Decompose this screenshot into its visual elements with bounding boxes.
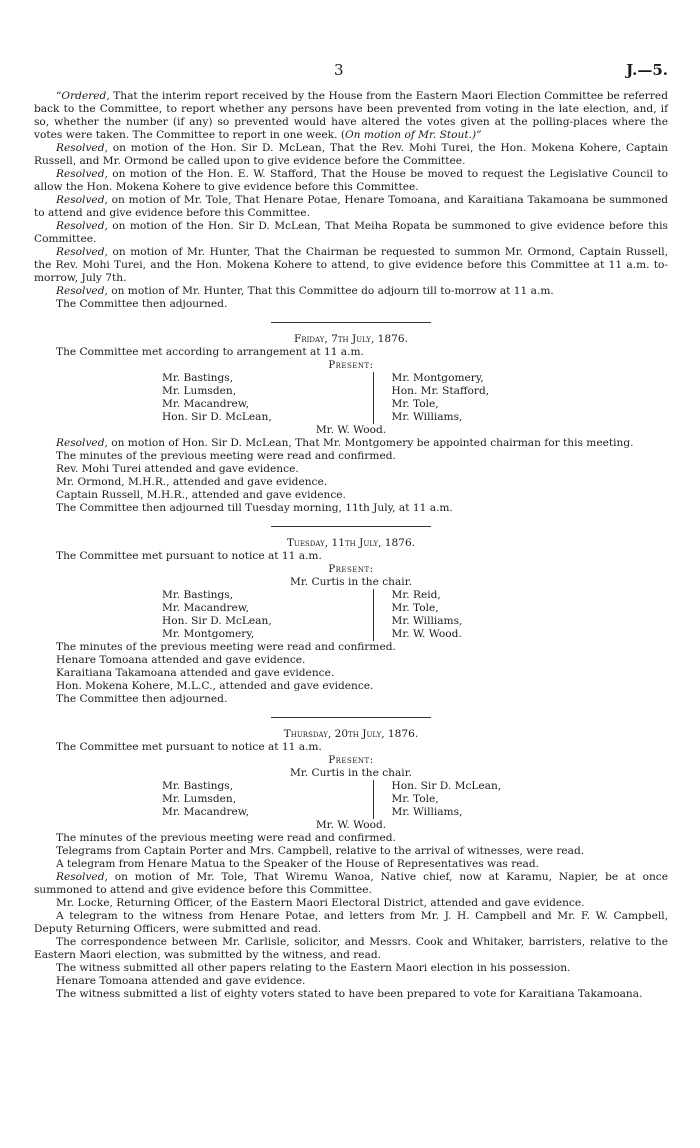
members-left-column bbox=[162, 372, 373, 424]
resolution-paragraph bbox=[34, 285, 668, 298]
ordered-text: That the interim report received by the House from the Eastern Maori Election Committee be referred back to the Committee, to report whether any persons have been prevented from voting in the late election, and, if so, whether the number (if any) so prevented would have altered the votes given at the polling-places where the votes were taken. The Committee to report in one week. ( bbox=[34, 90, 668, 141]
member-name: Mr. Tole, bbox=[391, 793, 439, 805]
resolved-word: Resolved, bbox=[56, 437, 108, 449]
resolution-text: on motion of Mr. Tole, That Henare Potae, Henare Tomoana, and Karaitiana Takamoana be summoned to attend and give evidence before this Committee. bbox=[34, 194, 668, 219]
section-divider bbox=[271, 526, 431, 527]
member-name: Mr. Reid, bbox=[391, 589, 441, 601]
minute-item: The minutes of the previous meeting were read and confirmed. bbox=[56, 450, 396, 462]
resolution-text: on motion of Mr. Hunter, That this Committee do adjourn till to-morrow at 11 a.m. bbox=[107, 285, 554, 297]
adjourn-line: The Committee then adjourned. bbox=[56, 298, 228, 310]
ordered-paragraph bbox=[34, 90, 668, 142]
minute-item: The witness submitted all other papers relating to the Eastern Maori election in his possession. bbox=[56, 962, 571, 974]
member-name: Mr. Williams, bbox=[391, 615, 463, 627]
members-list bbox=[162, 372, 602, 424]
minute-item: A telegram to the witness from Henare Potae, and letters from Mr. J. H. Campbell and Mr. F. W. Campbell, Deputy Returning Officers, were submitted and read. bbox=[34, 910, 668, 935]
minute-item: Rev. Mohi Turei attended and gave evidence. bbox=[56, 463, 299, 475]
document-page bbox=[34, 0, 668, 1001]
document-reference: J.—5. bbox=[626, 61, 668, 79]
resolution-paragraph bbox=[34, 246, 668, 285]
resolution-paragraph bbox=[34, 437, 668, 450]
ordered-word: Ordered, bbox=[61, 90, 110, 102]
ordered-motion: On motion of Mr. Stout.)” bbox=[344, 129, 482, 141]
member-name: Mr. Montgomery, bbox=[391, 372, 484, 384]
members-list bbox=[162, 780, 602, 819]
page-header bbox=[34, 0, 668, 90]
members-left-column bbox=[162, 589, 373, 641]
member-name: Mr. Montgomery, bbox=[162, 628, 255, 640]
resolution-text: on motion of the Hon. E. W. Stafford, That the House be moved to request the Legislative Council to allow the Hon. Mokena Kohere to give evidence before this Committee. bbox=[34, 168, 668, 193]
members-list bbox=[162, 589, 602, 641]
meeting-date: Friday, 7th July, 1876. bbox=[293, 333, 409, 345]
resolution-paragraph bbox=[34, 168, 668, 194]
resolved-word: Resolved, bbox=[56, 246, 108, 258]
minute-item: The Committee then adjourned till Tuesday morning, 11th July, at 11 a.m. bbox=[56, 502, 453, 514]
resolution-text: on motion of Hon. Sir D. McLean, That Mr. Montgomery be appointed chairman for this meeting. bbox=[107, 437, 634, 449]
minute-item: The correspondence between Mr. Carlisle, solicitor, and Messrs. Cook and Whitaker, barristers, relative to the Eastern Maori election, was submitted by the witness, and read. bbox=[34, 936, 668, 961]
chair-line: Mr. Curtis in the chair. bbox=[290, 576, 412, 588]
meeting-items bbox=[34, 450, 668, 515]
resolution-paragraph bbox=[34, 194, 668, 220]
resolution-text: on motion of Mr. Tole, That Wiremu Wanoa, Native chief, now at Karamu, Napier, be at once summoned to attend and give evidence before this Committee. bbox=[34, 871, 668, 896]
minute-item: Hon. Mokena Kohere, M.L.C., attended and gave evidence. bbox=[56, 680, 374, 692]
resolved-word: Resolved, bbox=[56, 220, 108, 232]
member-name: Mr. Lumsden, bbox=[162, 793, 237, 805]
open-quote: “ bbox=[56, 90, 62, 102]
member-name: Mr. Macandrew, bbox=[162, 806, 250, 818]
resolution-text: on motion of the Hon. Sir D. McLean, That Meiha Ropata be summoned to give evidence before this Committee. bbox=[34, 220, 668, 245]
resolution-paragraph bbox=[34, 871, 668, 897]
member-name-centered: Mr. W. Wood. bbox=[315, 424, 387, 436]
member-name: Mr. Tole, bbox=[391, 398, 439, 410]
meeting-items bbox=[34, 641, 668, 706]
resolution-paragraph bbox=[34, 142, 668, 168]
minute-item: The minutes of the previous meeting were read and confirmed. bbox=[56, 641, 396, 653]
member-name: Hon. Mr. Stafford, bbox=[391, 385, 490, 397]
member-name: Hon. Sir D. McLean, bbox=[162, 411, 272, 423]
member-name: Mr. Macandrew, bbox=[162, 398, 250, 410]
member-name: Mr. Bastings, bbox=[162, 780, 234, 792]
meeting-opening: The Committee met pursuant to notice at 11 a.m. bbox=[56, 741, 322, 753]
minute-item: Mr. Ormond, M.H.R., attended and gave evidence. bbox=[56, 476, 328, 488]
meeting-date: Thursday, 20th July, 1876. bbox=[283, 728, 419, 740]
resolution-text: on motion of the Hon. Sir D. McLean, That the Rev. Mohi Turei, the Hon. Mokena Kohere, Captain Russell, and Mr. Ormond be called upon to give evidence before the Committee. bbox=[34, 142, 668, 167]
resolved-word: Resolved, bbox=[56, 142, 108, 154]
members-left-column bbox=[162, 780, 373, 819]
present-heading: Present: bbox=[328, 755, 374, 766]
resolved-word: Resolved, bbox=[56, 871, 108, 883]
resolution-paragraph bbox=[34, 220, 668, 246]
section-divider bbox=[271, 322, 431, 323]
members-right-column bbox=[373, 589, 603, 641]
member-name: Mr. Macandrew, bbox=[162, 602, 250, 614]
member-name: Mr. Bastings, bbox=[162, 372, 234, 384]
member-name: Hon. Sir D. McLean, bbox=[162, 615, 272, 627]
meeting-opening: The Committee met pursuant to notice at 11 a.m. bbox=[56, 550, 322, 562]
chair-line: Mr. Curtis in the chair. bbox=[290, 767, 412, 779]
members-right-column bbox=[373, 780, 603, 819]
member-name: Hon. Sir D. McLean, bbox=[391, 780, 502, 792]
minute-item: Henare Tomoana attended and gave evidence. bbox=[56, 975, 306, 987]
member-name: Mr. Lumsden, bbox=[162, 385, 237, 397]
meeting-friday bbox=[34, 333, 668, 515]
members-right-column bbox=[373, 372, 603, 424]
meeting-thursday bbox=[34, 728, 668, 1001]
member-name: Mr. Tole, bbox=[391, 602, 439, 614]
minute-item: The witness submitted a list of eighty voters stated to have been prepared to vote for Karaitiana Takamoana. bbox=[56, 988, 643, 1000]
member-name: Mr. W. Wood. bbox=[391, 628, 462, 640]
meeting-tuesday bbox=[34, 537, 668, 706]
minute-item: A telegram from Henare Matua to the Speaker of the House of Representatives was read. bbox=[56, 858, 540, 870]
section-divider bbox=[271, 717, 431, 718]
meeting-date: Tuesday, 11th July, 1876. bbox=[286, 537, 416, 549]
meeting-opening: The Committee met according to arrangement at 11 a.m. bbox=[56, 346, 364, 358]
minute-item: Karaitiana Takamoana attended and gave evidence. bbox=[56, 667, 335, 679]
resolution-text: on motion of Mr. Hunter, That the Chairman be requested to summon Mr. Ormond, Captain Russell, the Rev. Mohi Turei, and the Hon. Mokena Kohere to attend, to give evidence before this Committee at 11 a.m. to-morrow, July 7th. bbox=[34, 246, 668, 284]
minute-item: Captain Russell, M.H.R., attended and gave evidence. bbox=[56, 489, 346, 501]
present-heading: Present: bbox=[328, 564, 374, 575]
minute-item: Telegrams from Captain Porter and Mrs. Campbell, relative to the arrival of witnesses, were read. bbox=[56, 845, 585, 857]
resolved-word: Resolved, bbox=[56, 285, 108, 297]
minute-item: Mr. Locke, Returning Officer, of the Eastern Maori Electoral District, attended and gave evidence. bbox=[56, 897, 585, 909]
member-name: Mr. Williams, bbox=[391, 806, 463, 818]
page-number: 3 bbox=[334, 61, 344, 79]
resolved-word: Resolved, bbox=[56, 194, 108, 206]
member-name-centered: Mr. W. Wood. bbox=[315, 819, 387, 831]
present-heading: Present: bbox=[328, 360, 374, 371]
minute-item: Henare Tomoana attended and gave evidence. bbox=[56, 654, 306, 666]
resolved-word: Resolved, bbox=[56, 168, 108, 180]
member-name: Mr. Bastings, bbox=[162, 589, 234, 601]
minute-item: The Committee then adjourned. bbox=[56, 693, 228, 705]
minute-item: The minutes of the previous meeting were read and confirmed. bbox=[56, 832, 396, 844]
member-name: Mr. Williams, bbox=[391, 411, 463, 423]
meeting-items bbox=[34, 832, 668, 871]
